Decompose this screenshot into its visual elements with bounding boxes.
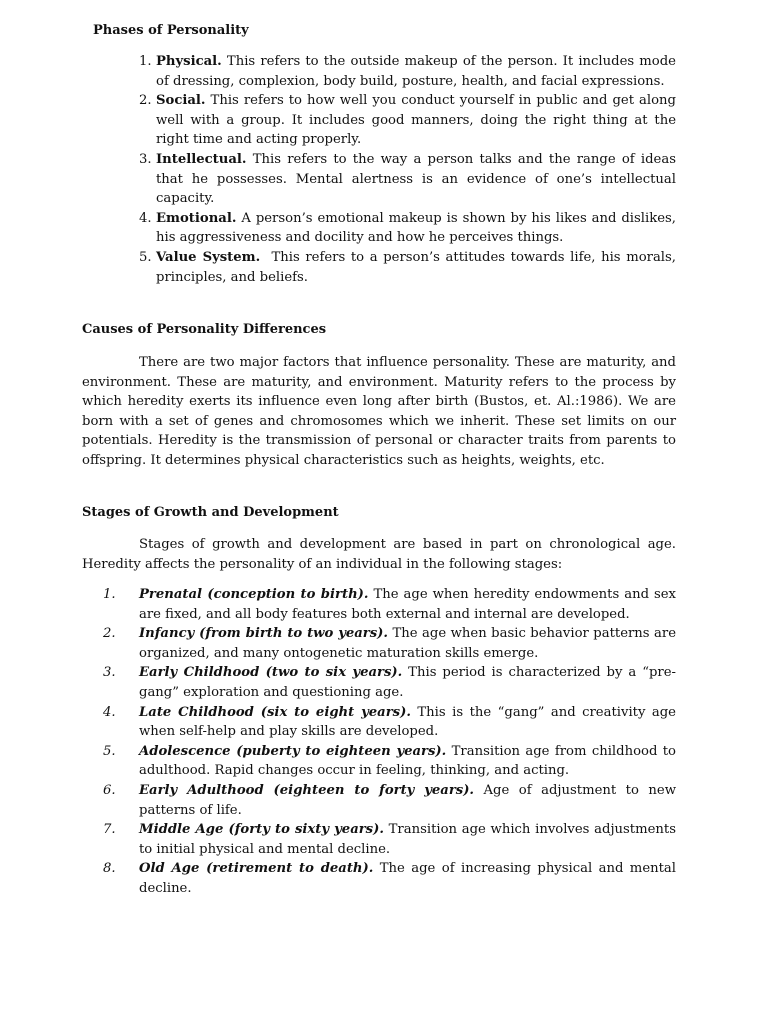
phase-item [130,209,676,248]
stages-list [90,585,676,899]
phase-label: Social. [156,93,206,109]
stage-number: 8. [103,861,116,877]
stage-number: 6. [103,782,116,798]
causes-heading: Causes of Personality Differences [82,322,327,337]
stage-text: Transition age from childhood to adulthood. Rapid changes occur in feeling, thinking, and acting. [139,743,676,779]
stage-item [90,663,676,702]
phase-number: 3. [139,151,152,167]
stage-label: Old Age (retirement to death). [139,861,374,877]
stage-text: The age when heredity endowments and sex are fixed, and all body features both external and internal are developed. [139,587,676,622]
phases-list [130,52,681,287]
stage-number: 2. [103,626,116,642]
stage-label: Infancy (from birth to two years). [139,626,388,642]
stage-text: This period is characterized by a “pre-gang” exploration and questioning age. [139,665,676,700]
stage-number: 1. [103,587,116,602]
phase-item [130,248,681,287]
stage-text: This is the “gang” and creativity age when self-help and play skills are developed. [139,704,676,740]
phase-item [130,52,676,91]
stage-item [90,820,676,859]
stage-label: Adolescence (puberty to eighteen years). [139,743,447,759]
phase-label: Value System. [156,249,261,265]
stage-label: Early Childhood (two to six years). [139,665,403,681]
phase-label: Intellectual. [156,151,247,167]
stage-number: 5. [103,743,116,759]
stage-text: Transition age which involves adjustments to initial physical and mental decline. [139,822,676,857]
phase-item [130,150,676,209]
stage-number: 3. [103,665,116,681]
causes-paragraph: There are two major factors that influence personality. These are maturity, and environment. These are maturity, and environment. Maturity refers to the process by which heredity exerts its influence even long after birth (Bustos, et. Al.:1986). We are born with a set of genes and chromosomes which we inherit. These set limits on our potentials. Heredity is the transmission of personal or character traits from parents to offspring. It determines physical characteristics such as heights, weights, etc. [82,355,676,468]
stage-label: Early Adulthood (eighteen to forty years). [139,782,475,798]
stage-text: The age of increasing physical and mental decline. [139,861,676,896]
phase-label: Physical. [156,54,222,69]
stage-item [90,585,676,624]
phase-number: 4. [139,210,152,226]
phase-text: This refers to the outside makeup of the person. It includes mode of dressing, complexion, body build, posture, health, and facial expressions. [156,54,676,89]
stages-heading: Stages of Growth and Development [82,505,339,520]
stage-text: Age of adjustment to new patterns of life. [139,782,677,818]
stages-intro: Stages of growth and development are based in part on chronological age. Heredity affects the personality of an individual in the following stages: [82,537,676,572]
stage-number: 4. [103,704,116,720]
stage-label: Middle Age (forty to sixty years). [139,822,384,838]
stage-label: Prenatal (conception to birth). [139,587,369,602]
phase-number: 5. [139,249,152,265]
stage-item [90,624,676,663]
stage-number: 7. [103,822,116,838]
phases-heading: Phases of Personality [93,23,249,38]
phase-text: A person’s emotional makeup is shown by his likes and dislikes, his aggressiveness and docility and how he perceives things. [156,210,676,246]
stage-item [90,781,676,820]
phase-label: Emotional. [156,210,237,226]
phase-text: This refers to a person’s attitudes towards life, his morals, principles, and beliefs. [156,249,681,285]
phase-text: This refers to the way a person talks and the range of ideas that he possesses. Mental alertness is an evidence of one’s intellectual capacity. [156,151,676,207]
phase-number: 1. [139,54,152,69]
stage-text: The age when basic behavior patterns are organized, and many ontogenetic maturation skills emerge. [139,626,676,661]
stage-item [90,742,676,781]
stage-item [90,703,676,742]
phase-item [130,91,676,150]
stage-label: Late Childhood (six to eight years). [139,704,411,720]
stage-item [90,859,676,898]
phase-number: 2. [139,93,152,109]
phase-text: This refers to how well you conduct yourself in public and get along well with a group. It includes good manners, doing the right thing at the right time and acting properly. [156,93,676,148]
